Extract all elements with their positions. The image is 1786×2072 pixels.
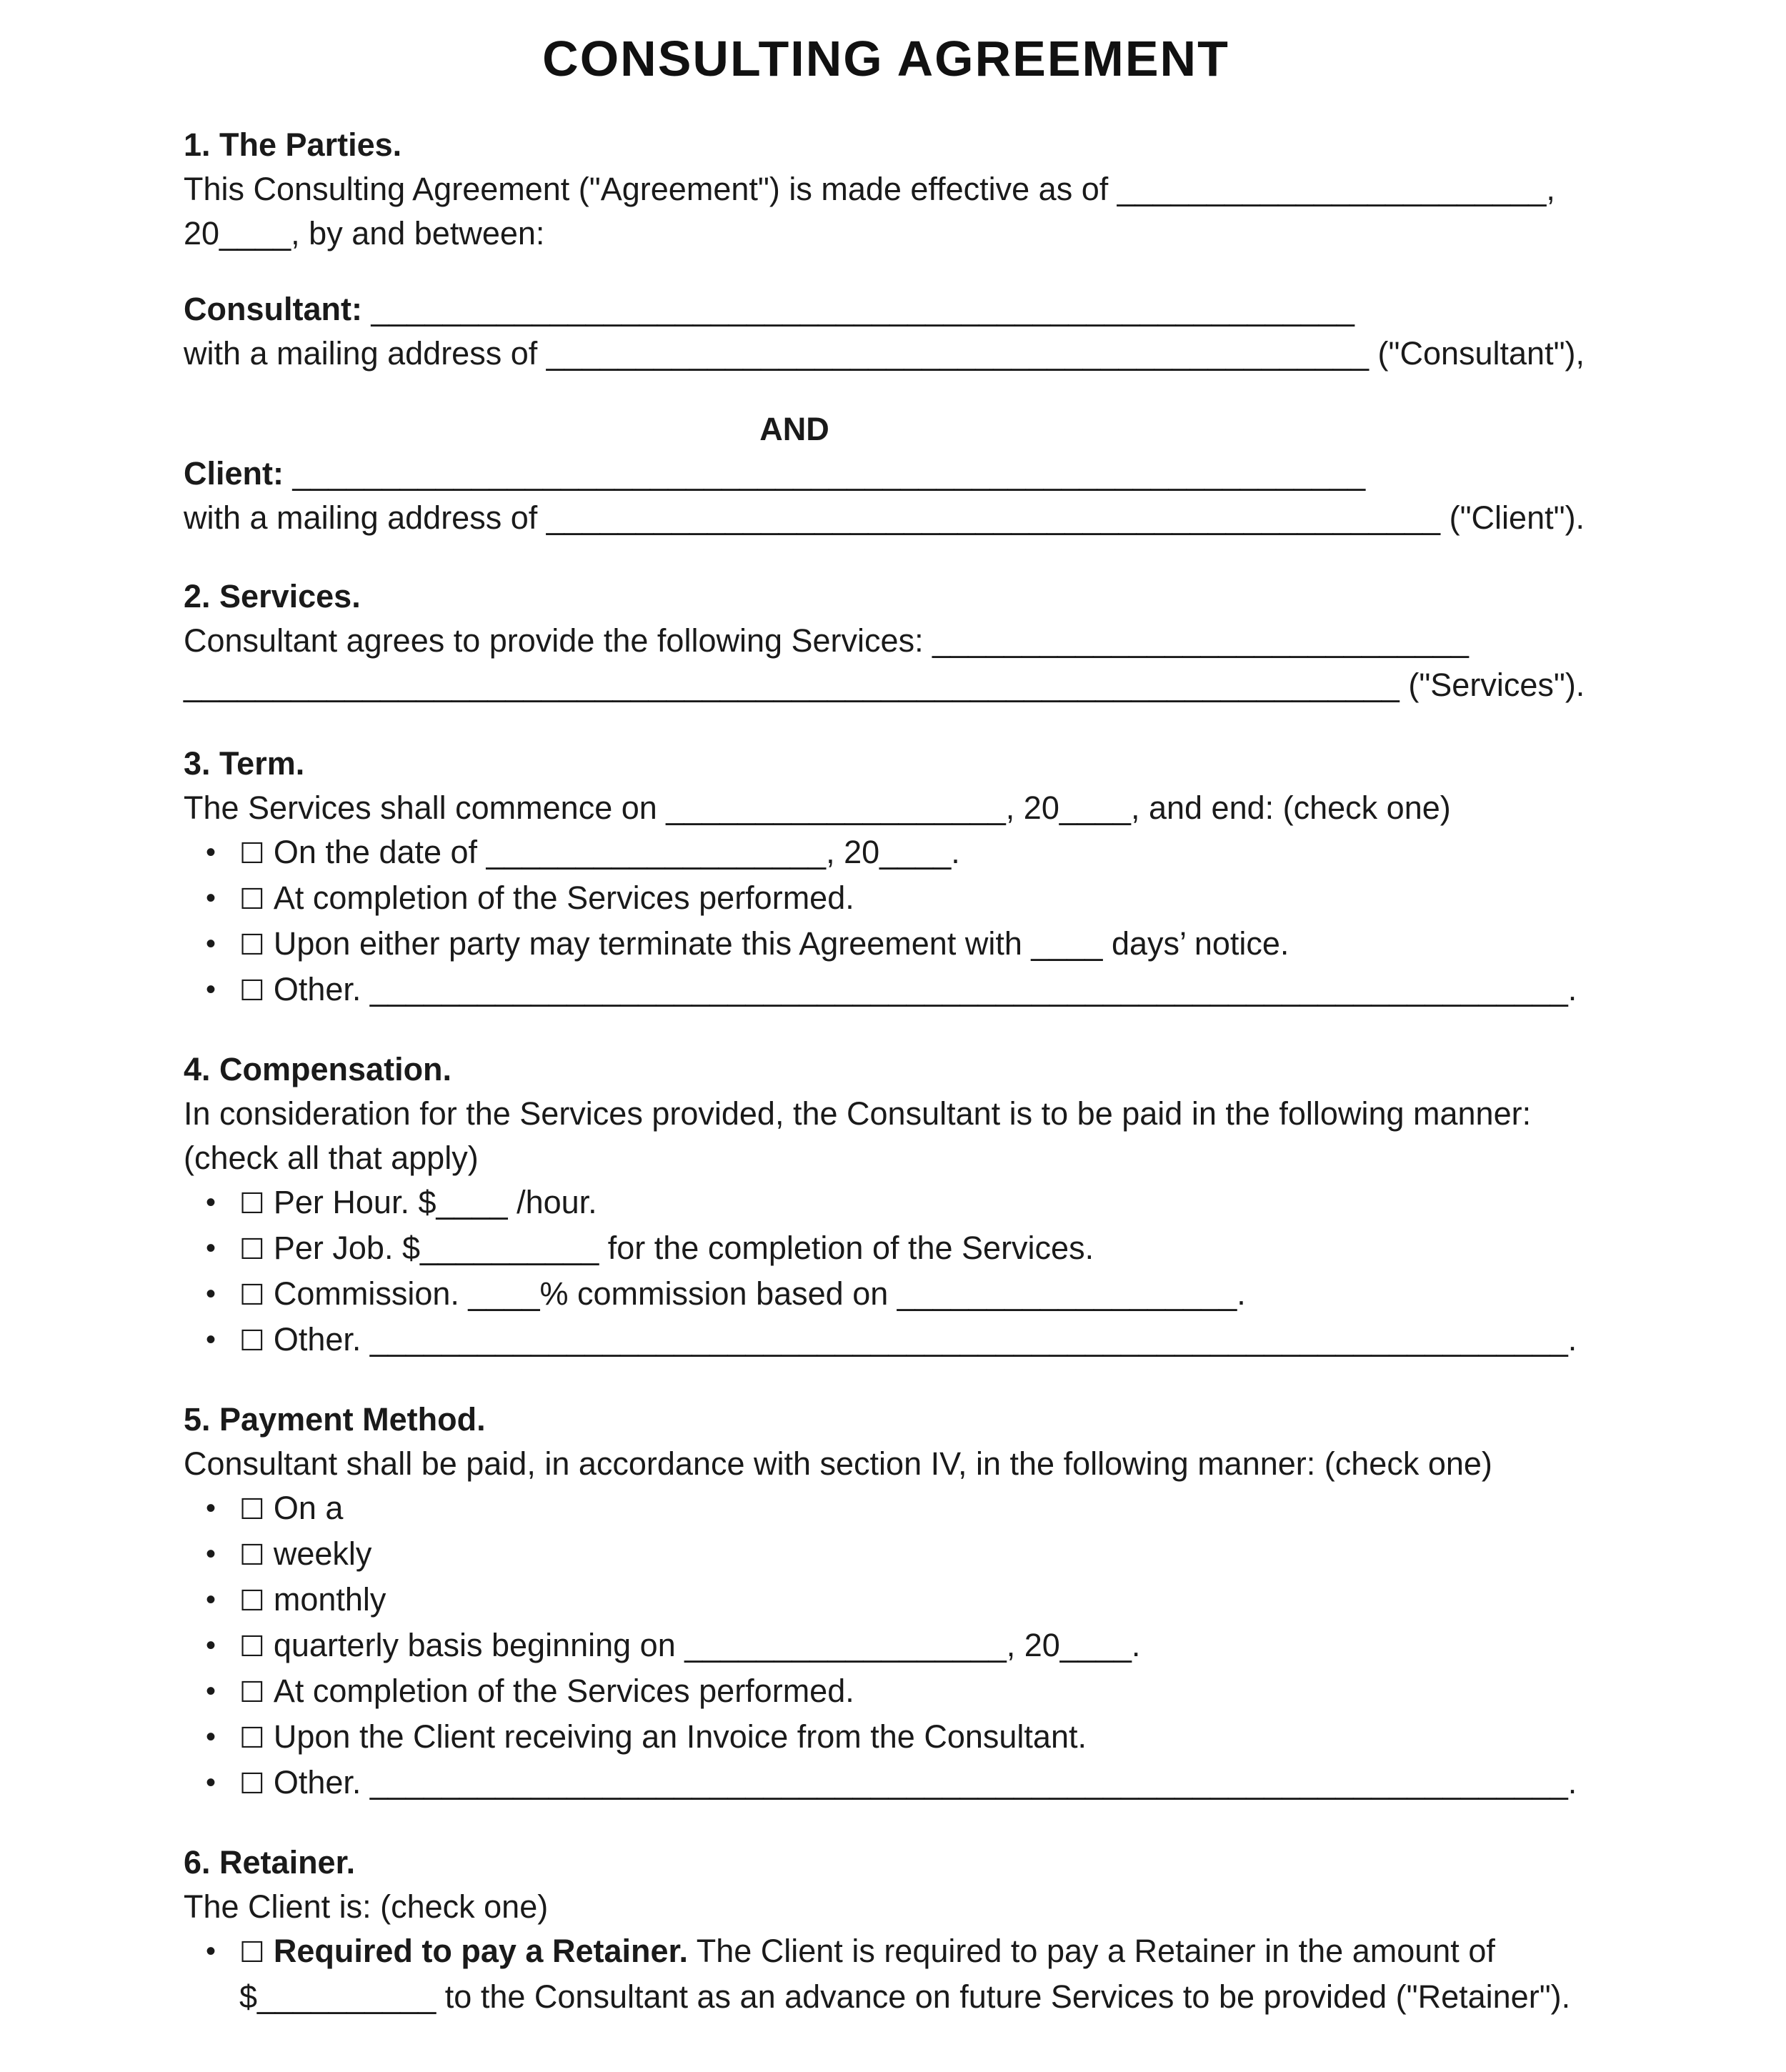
retainer-options — [184, 1929, 1612, 1975]
checkbox[interactable]: ☐ — [239, 1722, 265, 1755]
list-item — [184, 1578, 1612, 1623]
list-item — [184, 1180, 1612, 1226]
list-item — [184, 1669, 1612, 1715]
list-item — [184, 1623, 1612, 1669]
consultant-name-field[interactable]: _______________________________________________________ — [361, 291, 1355, 327]
payment-options — [184, 1486, 1612, 1806]
consultant-address-field[interactable]: with a mailing address of ______________________________________________ ("Consultant"), — [184, 335, 1585, 372]
option-text: monthly — [273, 1581, 386, 1618]
term-options — [184, 830, 1612, 1013]
section-heading: 6. Retainer. — [184, 1844, 356, 1881]
checkbox[interactable]: ☐ — [239, 1768, 265, 1800]
list-item — [184, 1226, 1612, 1272]
compensation-intro-2: (check all that apply) — [184, 1140, 479, 1176]
checkbox[interactable]: ☐ — [239, 837, 265, 870]
payment-intro: Consultant shall be paid, in accordance with section IV, in the following manner: (check one) — [184, 1445, 1492, 1482]
checkbox[interactable]: ☐ — [239, 929, 265, 962]
checkbox[interactable]: ☐ — [239, 1585, 265, 1618]
checkbox[interactable]: ☐ — [239, 1630, 265, 1663]
section-parties — [184, 123, 1612, 540]
section-payment-method — [184, 1398, 1612, 1806]
list-item — [184, 830, 1612, 876]
section-retainer — [184, 1841, 1612, 2019]
checkbox[interactable]: ☐ — [239, 975, 265, 1007]
effective-date-line[interactable]: This Consulting Agreement ("Agreement") is made effective as of ________________________, — [184, 171, 1555, 207]
client-line — [184, 452, 1612, 496]
section-compensation — [184, 1047, 1612, 1363]
checkbox[interactable]: ☐ — [239, 1539, 265, 1572]
compensation-intro: In consideration for the Services provided, the Consultant is to be paid in the following manner: — [184, 1095, 1532, 1132]
client-name-field[interactable]: ____________________________________________________________ — [284, 455, 1366, 492]
checkbox[interactable]: ☐ — [239, 1936, 265, 1969]
option-text: quarterly basis beginning on __________________, 20____. — [273, 1627, 1141, 1663]
section-services — [184, 574, 1612, 707]
retainer-amount-line[interactable]: $__________ to the Consultant as an advance on future Services to be provided ("Retainer"). — [239, 1978, 1571, 2015]
option-text: Per Job. $__________ for the completion of the Services. — [273, 1230, 1094, 1266]
checkbox[interactable]: ☐ — [239, 1233, 265, 1266]
option-text: Commission. ____% commission based on ___________________. — [273, 1275, 1246, 1312]
option-text: On a — [273, 1490, 344, 1526]
list-item — [184, 1715, 1612, 1760]
compensation-options — [184, 1180, 1612, 1363]
list-item — [184, 1532, 1612, 1578]
option-text: Upon the Client receiving an Invoice from the Consultant. — [273, 1718, 1087, 1755]
option-bold-text: Required to pay a Retainer. — [273, 1933, 689, 1969]
option-text: Other. ___________________________________________________________________. — [273, 1764, 1577, 1800]
document-body — [184, 123, 1612, 2019]
section-term — [184, 742, 1612, 1013]
checkbox[interactable]: ☐ — [239, 1676, 265, 1709]
checkbox[interactable]: ☐ — [239, 1493, 265, 1526]
option-text: Per Hour. $____ /hour. — [273, 1184, 597, 1220]
list-item — [184, 1760, 1612, 1806]
option-text: Other. ___________________________________________________________________. — [273, 1321, 1577, 1358]
checkbox[interactable]: ☐ — [239, 1279, 265, 1312]
option-text: At completion of the Services performed. — [273, 880, 854, 916]
client-address-field[interactable]: with a mailing address of __________________________________________________ ("Client"). — [184, 499, 1585, 536]
document-title: CONSULTING AGREEMENT — [542, 31, 1229, 86]
option-text: Upon either party may terminate this Agreement with ____ days’ notice. — [273, 925, 1289, 962]
and-separator: AND — [759, 411, 829, 447]
list-item — [184, 1929, 1612, 1975]
section-heading: 1. The Parties. — [184, 126, 402, 163]
option-text: The Client is required to pay a Retainer in the amount of — [688, 1933, 1495, 1969]
list-item — [184, 1486, 1612, 1532]
consultant-line — [184, 287, 1612, 332]
list-item — [184, 1318, 1612, 1363]
list-item — [184, 1272, 1612, 1318]
section-heading: 5. Payment Method. — [184, 1401, 486, 1438]
section-heading: 3. Term. — [184, 745, 305, 782]
list-item — [184, 876, 1612, 922]
option-text: At completion of the Services performed. — [273, 1673, 854, 1709]
checkbox[interactable]: ☐ — [239, 883, 265, 916]
section-heading: 4. Compensation. — [184, 1051, 452, 1087]
retainer-intro: The Client is: (check one) — [184, 1888, 549, 1925]
client-label: Client: — [184, 455, 284, 492]
list-item — [184, 967, 1612, 1013]
option-text: On the date of ___________________, 20____. — [273, 834, 960, 870]
services-line-1[interactable]: Consultant agrees to provide the following Services: ______________________________ — [184, 622, 1469, 659]
option-text: Other. ___________________________________________________________________. — [273, 971, 1577, 1007]
list-item — [184, 922, 1612, 967]
checkbox[interactable]: ☐ — [239, 1187, 265, 1220]
option-text: weekly — [273, 1535, 372, 1572]
section-heading: 2. Services. — [184, 578, 361, 614]
checkbox[interactable]: ☐ — [239, 1325, 265, 1358]
term-intro[interactable]: The Services shall commence on ___________________, 20____, and end: (check one) — [184, 790, 1451, 826]
services-line-2[interactable]: ____________________________________________________________________ ("Services"). — [184, 667, 1585, 703]
consultant-label: Consultant: — [184, 291, 362, 327]
effective-year-line[interactable]: 20____, by and between: — [184, 215, 545, 251]
